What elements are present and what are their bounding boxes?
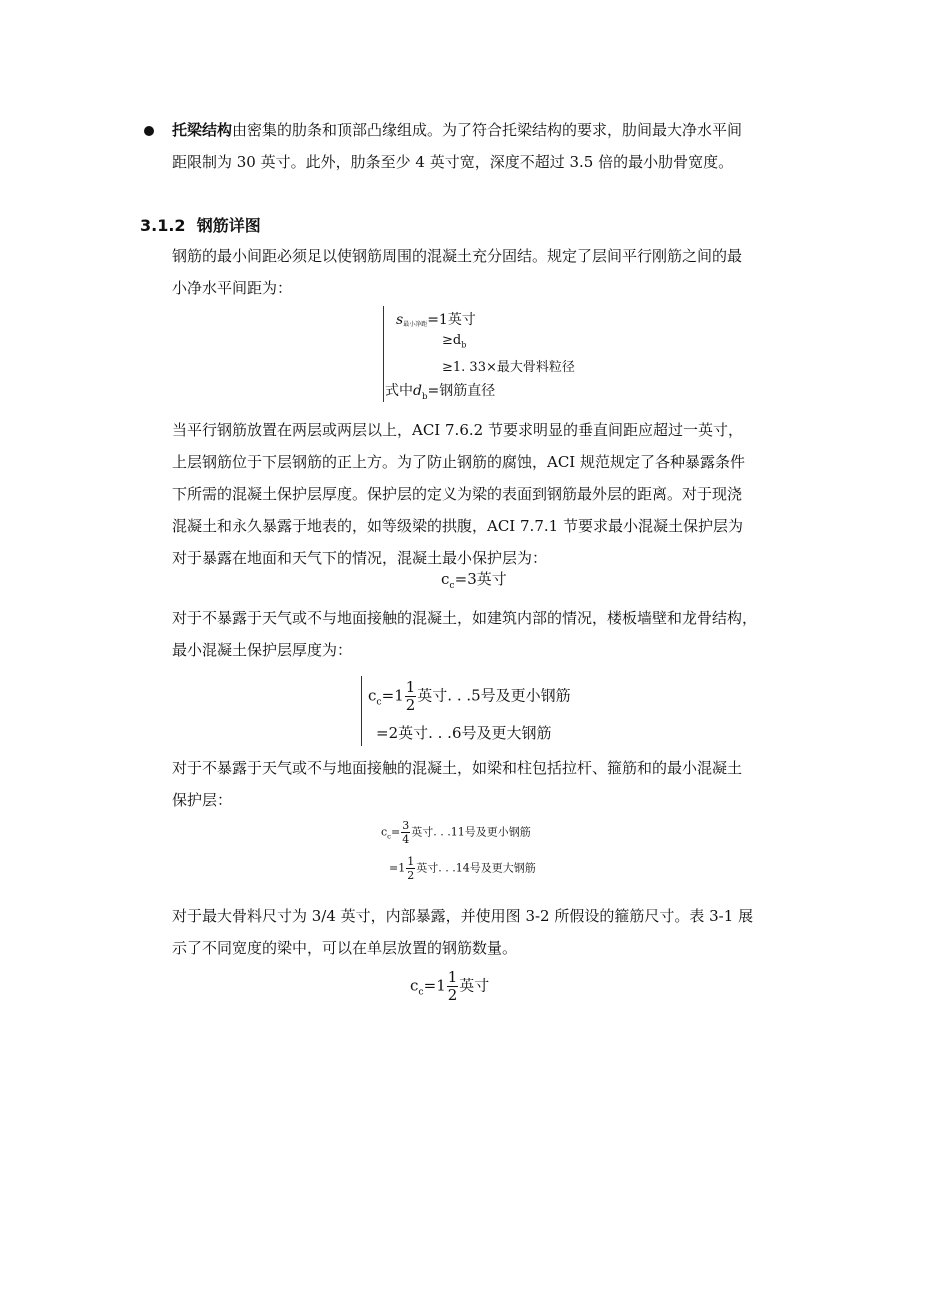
para1-line-1: 钢筋的最小间距必须足以使钢筋周围的混凝土充分固结。规定了层间平行刚筋之间的最 bbox=[172, 247, 743, 265]
formula5-rest: 英寸 bbox=[459, 976, 490, 995]
formula4-fraction-1 bbox=[401, 820, 410, 845]
formula3-line-2: =2英寸. . .6号及更大钢筋 bbox=[376, 724, 552, 742]
para2-line-5: 对于暴露在地面和天气下的情况，混凝土最小保护层为： bbox=[172, 549, 548, 567]
formula1-line-3: ≥1. 33×最大骨料粒径 bbox=[442, 360, 575, 375]
formula5-fraction bbox=[447, 970, 459, 1003]
bullet-term: 托梁结构 bbox=[172, 121, 233, 139]
formula4-den1: 4 bbox=[402, 833, 410, 846]
para2-line-2: 上层钢筋位于下层钢筋的正上方。为了防止钢筋的腐蚀，ACI 规范规定了各种暴露条件 bbox=[172, 453, 746, 471]
formula4-eq: = bbox=[391, 825, 401, 839]
para2-line-3: 下所需的混凝土保护层厚度。保护层的定义为梁的表面到钢筋最外层的距离。对于现浇 bbox=[172, 485, 743, 503]
formula4-den2: 2 bbox=[407, 869, 415, 882]
section-heading bbox=[140, 213, 261, 236]
para5-line-2: 示了不同宽度的梁中，可以在单层放置的钢筋数量。 bbox=[172, 939, 518, 957]
formula5-den: 2 bbox=[447, 986, 458, 1004]
formula4-num1: 3 bbox=[402, 819, 410, 832]
formula1-bracket bbox=[383, 306, 384, 402]
bullet-dot bbox=[144, 126, 154, 136]
formula4-line-2-rest: 英寸. . .14号及更大钢筋 bbox=[416, 861, 536, 875]
formula4-eq2: =1 bbox=[389, 861, 406, 875]
formula4-sub: c bbox=[387, 832, 391, 841]
formula4-line-1-rest: 英寸. . .11号及更小钢筋 bbox=[411, 825, 531, 839]
para2-line-4: 混凝土和永久暴露于地表的，如等级梁的拱腹，ACI 7.7.1 节要求最小混凝土保护层为 bbox=[172, 517, 743, 535]
formula3-sub: c bbox=[376, 696, 382, 708]
formula1-eq1: =1英寸 bbox=[427, 312, 476, 328]
bullet-line-1-text: 由密集的肋条和顶部凸缘组成。为了符合托梁结构的要求，肋间最大净水平间 bbox=[232, 121, 743, 139]
para3-line-1: 对于不暴露于天气或不与地面接触的混凝土，如建筑内部的情况，楼板墙壁和龙骨结构， bbox=[172, 609, 758, 627]
formula2-c: c bbox=[441, 570, 450, 588]
formula1-s-sub: 最小净距 bbox=[403, 321, 428, 328]
formula3-eq: =1 bbox=[381, 686, 404, 705]
formula1-line-2 bbox=[442, 333, 466, 350]
formula4-fraction-2 bbox=[406, 856, 415, 881]
para1-line-2: 小净水平间距为： bbox=[172, 279, 293, 297]
formula1-s: s bbox=[396, 312, 404, 328]
formula1-line-1 bbox=[396, 309, 476, 329]
formula4-num2: 1 bbox=[407, 855, 415, 868]
formula5-c: c bbox=[410, 976, 419, 995]
formula1-where bbox=[385, 380, 495, 402]
formula3-line-1-rest: 英寸. . .5号及更小钢筋 bbox=[417, 686, 571, 705]
formula2 bbox=[441, 568, 507, 591]
formula1-where-prefix: 式中 bbox=[385, 383, 413, 399]
formula1-where-d: d bbox=[413, 383, 422, 399]
para4-line-1: 对于不暴露于天气或不与地面接触的混凝土，如梁和柱包括拉杆、箍筋和的最小混凝土 bbox=[172, 759, 743, 777]
formula5-eq: =1 bbox=[423, 976, 446, 995]
formula1-where-sub: b bbox=[421, 391, 428, 402]
formula1-geq-db: ≥d bbox=[442, 333, 462, 348]
formula3-fraction bbox=[405, 680, 417, 713]
para4-line-2: 保护层： bbox=[172, 791, 233, 809]
formula1-where-rest: =钢筋直径 bbox=[427, 383, 496, 399]
formula4-line-1 bbox=[381, 820, 531, 845]
bullet-line-1 bbox=[172, 118, 742, 143]
formula5 bbox=[410, 970, 489, 1003]
para5-line-1: 对于最大骨料尺寸为 3/4 英寸，内部暴露，并使用图 3-2 所假设的箍筋尺寸。表 3-1 展 bbox=[172, 907, 754, 925]
formula3-c: c bbox=[368, 686, 377, 705]
formula5-sub: c bbox=[418, 986, 424, 998]
formula3-line-1 bbox=[368, 680, 571, 713]
section-number: 3.1.2 bbox=[140, 216, 186, 235]
bullet-line-2: 距限制为 30 英寸。此外，肋条至少 4 英寸宽，深度不超过 3.5 倍的最小肋骨宽度。 bbox=[172, 153, 734, 171]
formula5-num: 1 bbox=[447, 968, 458, 986]
formula1-db-sub: b bbox=[461, 340, 467, 350]
formula4-c: c bbox=[381, 825, 388, 839]
formula3-den: 2 bbox=[405, 696, 416, 714]
section-title: 钢筋详图 bbox=[196, 216, 261, 235]
formula2-sub: c bbox=[449, 580, 455, 591]
formula3-bracket bbox=[361, 676, 362, 746]
formula4-line-2 bbox=[389, 856, 536, 881]
para2-line-1: 当平行钢筋放置在两层或两层以上，ACI 7.6.2 节要求明显的垂直间距应超过一英寸， bbox=[172, 421, 743, 439]
formula3-num: 1 bbox=[405, 678, 416, 696]
formula2-rest: =3英寸 bbox=[454, 570, 507, 588]
para3-line-2: 最小混凝土保护层厚度为： bbox=[172, 641, 353, 659]
